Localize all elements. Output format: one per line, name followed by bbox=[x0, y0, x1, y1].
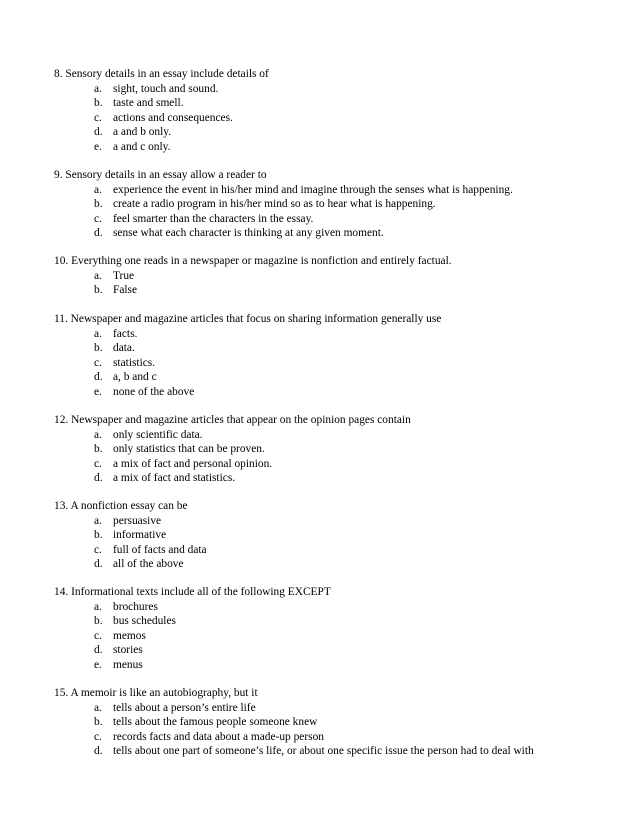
option-letter: b. bbox=[94, 443, 103, 455]
option-text: sight, touch and sound. bbox=[113, 82, 219, 95]
option-text: statistics. bbox=[113, 356, 156, 369]
option-letter: b. bbox=[94, 615, 103, 627]
option-text: memos bbox=[113, 629, 146, 642]
option-letter: c. bbox=[94, 111, 102, 124]
option-text: a mix of fact and personal opinion. bbox=[113, 457, 273, 470]
option-letter: e. bbox=[94, 140, 102, 153]
question-stem: 14. Informational texts include all of the following EXCEPT bbox=[54, 586, 331, 598]
option-text: tells about a person’s entire life bbox=[113, 701, 256, 714]
option-letter: a. bbox=[94, 327, 102, 340]
option-text: all of the above bbox=[113, 558, 184, 570]
option-text: experience the event in his/her mind and imagine through the senses what is happening. bbox=[113, 183, 513, 196]
option-text: menus bbox=[113, 658, 143, 671]
option-text: records facts and data about a made-up person bbox=[113, 730, 324, 743]
question-stem: 15. A memoir is like an autobiography, but it bbox=[54, 687, 258, 699]
option-text: taste and smell. bbox=[113, 97, 184, 109]
option-letter: e. bbox=[94, 658, 102, 671]
question-stem: 11. Newspaper and magazine articles that focus on sharing information generally use bbox=[54, 313, 442, 325]
option-letter: d. bbox=[94, 558, 103, 570]
option-text: a mix of fact and statistics. bbox=[113, 472, 236, 484]
option-letter: a. bbox=[94, 269, 102, 282]
option-text: a and c only. bbox=[113, 140, 171, 153]
option-letter: b. bbox=[94, 198, 103, 210]
question-stem: 10. Everything one reads in a newspaper or magazine is nonfiction and entirely factual. bbox=[54, 255, 452, 267]
option-letter: b. bbox=[94, 529, 103, 541]
option-text: sense what each character is thinking at any given moment. bbox=[113, 227, 384, 239]
option-text: facts. bbox=[113, 327, 138, 340]
question-stem: 8. Sensory details in an essay include details of bbox=[54, 68, 269, 80]
option-text: True bbox=[113, 269, 135, 282]
option-letter: c. bbox=[94, 543, 102, 556]
option-letter: b. bbox=[94, 716, 103, 728]
option-letter: c. bbox=[94, 356, 102, 369]
option-letter: a. bbox=[94, 183, 102, 196]
option-letter: e. bbox=[94, 385, 102, 398]
option-letter: d. bbox=[94, 644, 103, 656]
option-text: tells about the famous people someone knew bbox=[113, 716, 318, 728]
option-text: only statistics that can be proven. bbox=[113, 443, 265, 455]
option-letter: c. bbox=[94, 457, 102, 470]
option-letter: a. bbox=[94, 701, 102, 714]
option-text: informative bbox=[113, 529, 167, 541]
option-letter: b. bbox=[94, 342, 103, 354]
option-letter: a. bbox=[94, 600, 102, 613]
option-text: bus schedules bbox=[113, 615, 176, 627]
option-letter: d. bbox=[94, 745, 103, 757]
option-text: persuasive bbox=[113, 514, 162, 527]
option-letter: a. bbox=[94, 82, 102, 95]
option-text: actions and consequences. bbox=[113, 111, 233, 124]
option-letter: b. bbox=[94, 97, 103, 109]
option-text: create a radio program in his/her mind so as to hear what is happening. bbox=[113, 198, 436, 210]
question-stem: 9. Sensory details in an essay allow a reader to bbox=[54, 169, 267, 181]
option-text: feel smarter than the characters in the essay. bbox=[113, 212, 314, 225]
option-letter: a. bbox=[94, 428, 102, 441]
option-text: only scientific data. bbox=[113, 428, 203, 441]
option-letter: d. bbox=[94, 472, 103, 484]
option-letter: d. bbox=[94, 126, 103, 138]
option-letter: c. bbox=[94, 629, 102, 642]
option-letter: b. bbox=[94, 284, 103, 296]
option-text: False bbox=[113, 284, 138, 296]
question-stem: 13. A nonfiction essay can be bbox=[54, 500, 188, 512]
option-text: stories bbox=[113, 644, 143, 656]
option-text: a and b only. bbox=[113, 126, 172, 138]
option-letter: c. bbox=[94, 212, 102, 225]
option-letter: d. bbox=[94, 371, 103, 383]
option-text: brochures bbox=[113, 600, 158, 613]
option-text: a, b and c bbox=[113, 371, 157, 383]
option-letter: c. bbox=[94, 730, 102, 743]
question-stem: 12. Newspaper and magazine articles that appear on the opinion pages contain bbox=[54, 414, 411, 426]
option-letter: a. bbox=[94, 514, 102, 527]
option-letter: d. bbox=[94, 227, 103, 239]
option-text: data. bbox=[113, 342, 135, 354]
option-text: tells about one part of someone’s life, or about one specific issue the person had to deal with bbox=[113, 745, 534, 757]
option-text: none of the above bbox=[113, 385, 195, 398]
option-text: full of facts and data bbox=[113, 543, 207, 556]
